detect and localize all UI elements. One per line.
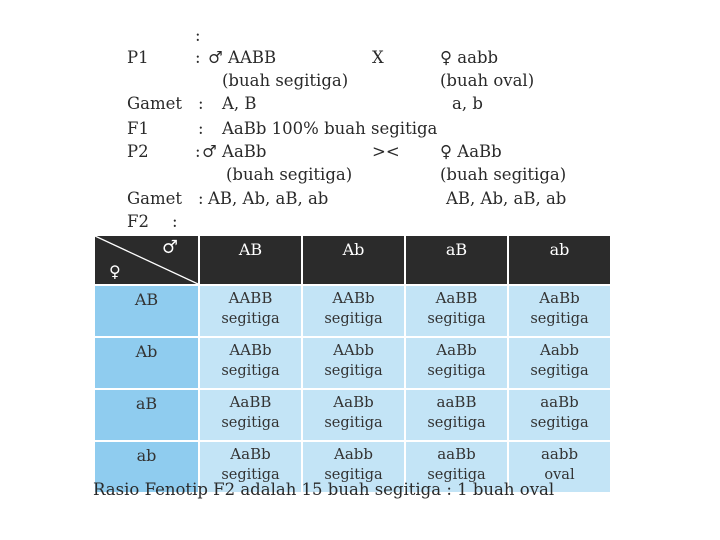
- gamet2-label: Gamet: [127, 189, 183, 208]
- cell-phenotype: segitiga: [324, 311, 383, 327]
- cell-phenotype: segitiga: [427, 363, 486, 379]
- cell-genotype: aaBB: [436, 393, 477, 411]
- cell-genotype: aabb: [540, 445, 579, 463]
- top-colon: :: [195, 26, 201, 45]
- cell-phenotype: segitiga: [221, 415, 280, 431]
- punnett-corner: [95, 236, 198, 284]
- f1-label: F1: [127, 119, 149, 138]
- female-symbol-icon: ♀: [109, 262, 121, 281]
- column-header: Ab: [303, 236, 404, 284]
- cell-genotype: AABb: [332, 289, 375, 307]
- row-header: AB: [95, 286, 198, 336]
- cell-phenotype: segitiga: [427, 415, 486, 431]
- cell-genotype: AABb: [229, 341, 272, 359]
- f1-value: AaBb 100% buah segitiga: [222, 119, 438, 138]
- punnett-cell: [406, 286, 507, 336]
- f1-colon: :: [198, 119, 204, 138]
- cell-phenotype: segitiga: [324, 363, 383, 379]
- male-symbol-icon: ♂: [161, 237, 178, 258]
- gamet2-male: AB, Ab, aB, ab: [208, 189, 329, 208]
- p1-cross-symbol: X: [372, 48, 384, 67]
- cell-genotype: Aabb: [540, 341, 579, 359]
- cell-phenotype: segitiga: [530, 311, 589, 327]
- punnett-cell: [509, 390, 610, 440]
- punnett-cell: [406, 390, 507, 440]
- p2-colon: :: [195, 142, 201, 161]
- punnett-cell: [200, 390, 301, 440]
- f2-label: F2: [127, 212, 149, 231]
- cell-phenotype: segitiga: [221, 311, 280, 327]
- cell-phenotype: segitiga: [530, 415, 589, 431]
- p2-cross-symbol: ><: [372, 142, 400, 161]
- gamet1-label: Gamet: [127, 94, 183, 113]
- cell-genotype: AAbb: [333, 341, 374, 359]
- p2-female: ♀ AaBb: [440, 142, 502, 161]
- column-header: ab: [509, 236, 610, 284]
- punnett-cell: [200, 338, 301, 388]
- punnett-cell: [303, 390, 404, 440]
- column-header: aB: [406, 236, 507, 284]
- cell-phenotype: segitiga: [530, 363, 589, 379]
- punnett-header-row: [95, 236, 610, 284]
- table-row: [95, 286, 610, 336]
- cell-genotype: Aabb: [334, 445, 373, 463]
- p1-female: ♀ aabb: [440, 48, 499, 67]
- p2-male: ♂ AaBb: [202, 142, 267, 161]
- punnett-cell: [303, 338, 404, 388]
- cell-genotype: AaBb: [333, 393, 374, 411]
- punnett-cell: [406, 338, 507, 388]
- punnett-square: [93, 234, 612, 494]
- table-row: [95, 390, 610, 440]
- gamet2-female: AB, Ab, aB, ab: [446, 189, 567, 208]
- p2-female-phenotype: (buah segitiga): [440, 165, 567, 184]
- cell-genotype: aaBb: [437, 445, 476, 463]
- cell-genotype: AaBB: [229, 393, 272, 411]
- cell-phenotype: segitiga: [221, 363, 280, 379]
- cell-genotype: AaBb: [539, 289, 580, 307]
- p1-male: ♂ AABB: [208, 48, 277, 67]
- punnett-cell: [303, 286, 404, 336]
- p1-female-phenotype: (buah oval): [440, 71, 535, 90]
- cell-genotype: AaBb: [436, 341, 477, 359]
- cell-genotype: aaBb: [540, 393, 579, 411]
- p1-male-phenotype: (buah segitiga): [222, 71, 349, 90]
- punnett-cell: [200, 286, 301, 336]
- cell-phenotype: segitiga: [427, 467, 486, 483]
- column-header: AB: [200, 236, 301, 284]
- cell-genotype: AaBb: [230, 445, 271, 463]
- table-row: [95, 338, 610, 388]
- cell-phenotype: segitiga: [324, 467, 383, 483]
- row-header: Ab: [95, 338, 198, 388]
- punnett-cell: [509, 286, 610, 336]
- cell-phenotype: segitiga: [427, 311, 486, 327]
- cell-phenotype: oval: [544, 467, 575, 483]
- p1-colon: :: [195, 48, 201, 67]
- gamet1-female: a, b: [452, 94, 483, 113]
- f2-colon: :: [172, 212, 178, 231]
- cell-phenotype: segitiga: [221, 467, 280, 483]
- p2-label: P2: [127, 142, 149, 161]
- p2-male-phenotype: (buah segitiga): [226, 165, 353, 184]
- row-header: aB: [95, 390, 198, 440]
- cell-phenotype: segitiga: [324, 415, 383, 431]
- punnett-cell: [509, 338, 610, 388]
- cell-genotype: AABB: [228, 289, 273, 307]
- gamet1-male: A, B: [222, 94, 257, 113]
- cell-genotype: AaBB: [435, 289, 478, 307]
- phenotype-ratio-text: Rasio Fenotip F2 adalah 15 buah segitiga : 1 buah oval: [93, 480, 555, 499]
- row-header: ab: [95, 442, 198, 492]
- p1-label: P1: [127, 48, 149, 67]
- gamet2-colon: :: [198, 189, 204, 208]
- gamet1-colon: :: [198, 94, 204, 113]
